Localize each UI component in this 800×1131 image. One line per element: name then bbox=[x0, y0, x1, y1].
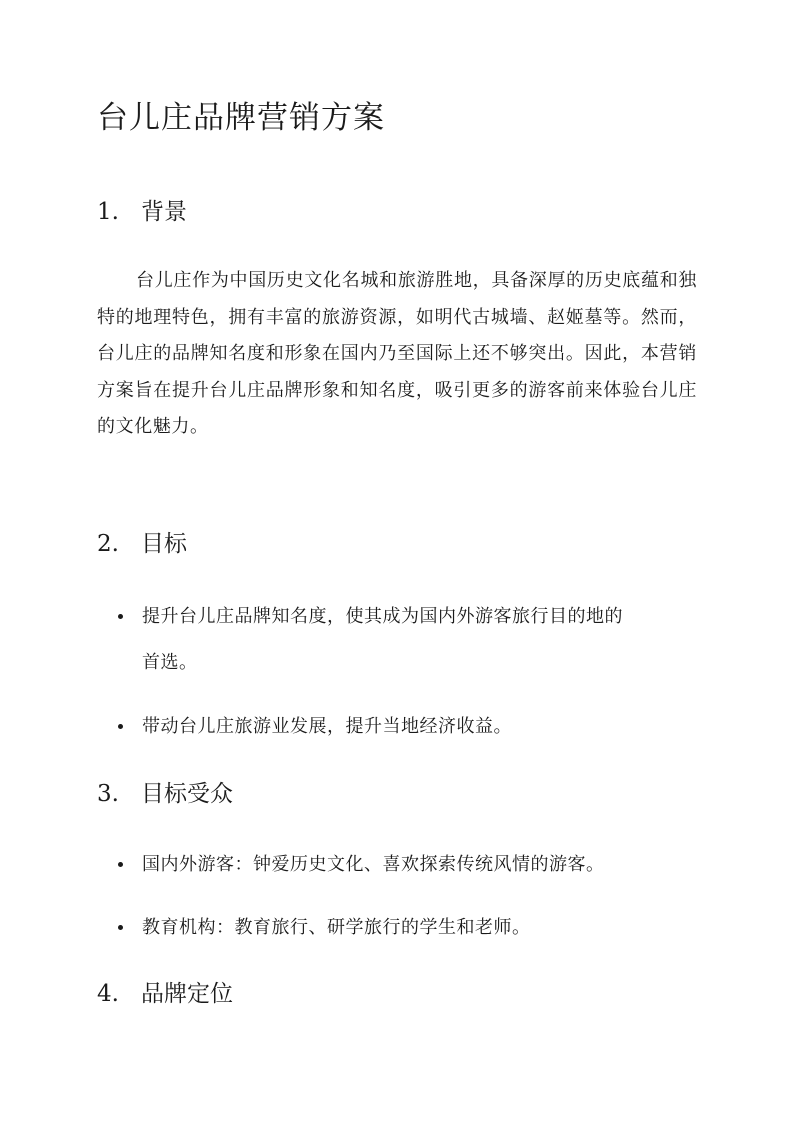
section-title: 目标 bbox=[141, 531, 187, 557]
goals-list bbox=[97, 594, 707, 750]
audience-list bbox=[97, 842, 707, 951]
bullet-icon bbox=[118, 862, 123, 867]
section-heading-audience bbox=[97, 778, 233, 810]
list-item-text: 提升台儿庄品牌知名度，使其成为国内外游客旅行目的地的 bbox=[142, 606, 623, 627]
list-item bbox=[97, 704, 707, 750]
section-number: 2. bbox=[97, 531, 119, 557]
section-title: 品牌定位 bbox=[141, 981, 233, 1007]
section-title: 背景 bbox=[141, 199, 187, 225]
section-number: 4. bbox=[97, 981, 119, 1007]
section-number: 1. bbox=[97, 199, 119, 225]
list-item-text-continued: 首选。 bbox=[142, 652, 198, 673]
section-number: 3. bbox=[97, 781, 119, 807]
list-item bbox=[97, 905, 707, 951]
section-heading-goals bbox=[97, 528, 187, 560]
bullet-icon bbox=[118, 614, 123, 619]
list-item bbox=[97, 594, 707, 686]
section-heading-background bbox=[97, 196, 187, 228]
background-paragraph: 台儿庄作为中国历史文化名城和旅游胜地，具备深厚的历史底蕴和独特的地理特色，拥有丰富的旅游资源，如明代古城墙、赵姬墓等。然而，台儿庄的品牌知名度和形象在国内乃至国际上还不够突出。因此，本营销方案旨在提升台儿庄品牌形象和知名度，吸引更多的游客前来体验台儿庄的文化魅力。 bbox=[97, 270, 697, 437]
list-item-text: 教育机构：教育旅行、研学旅行的学生和老师。 bbox=[142, 917, 531, 938]
section-heading-positioning bbox=[97, 978, 233, 1010]
list-item-text: 国内外游客：钟爱历史文化、喜欢探索传统风情的游客。 bbox=[142, 854, 605, 875]
bullet-icon bbox=[118, 724, 123, 729]
bullet-icon bbox=[118, 925, 123, 930]
list-item-text: 带动台儿庄旅游业发展，提升当地经济收益。 bbox=[142, 716, 512, 737]
section-title: 目标受众 bbox=[141, 781, 233, 807]
list-item bbox=[97, 842, 707, 888]
document-title: 台儿庄品牌营销方案 bbox=[97, 100, 385, 136]
